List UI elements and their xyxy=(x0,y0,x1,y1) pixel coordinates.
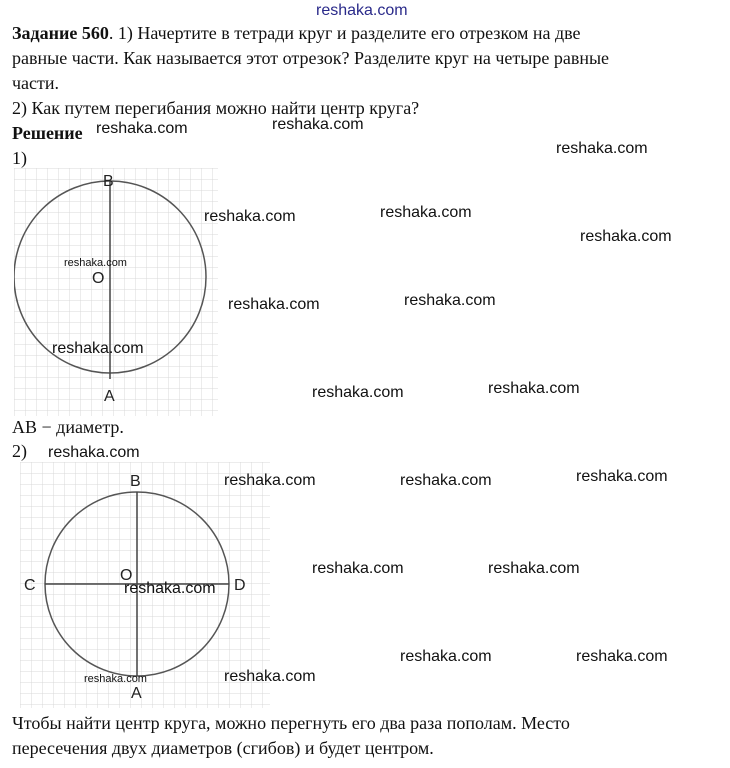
site-header-link[interactable]: reshaka.com xyxy=(316,2,408,19)
watermark: reshaka.com xyxy=(380,204,472,221)
task-line-2: равные части. Как называется этот отрезок? Разделите круг на четыре равные xyxy=(12,48,610,68)
point-a-label: A xyxy=(104,388,115,405)
point-a-label: A xyxy=(131,685,142,702)
part1-label: 1) xyxy=(12,148,27,168)
watermark: reshaka.com xyxy=(580,228,672,245)
watermark: reshaka.com xyxy=(556,140,648,157)
solution-heading: Решение xyxy=(12,123,83,143)
watermark: reshaka.com xyxy=(224,668,316,685)
watermark: reshaka.com xyxy=(400,648,492,665)
conclusion-line-1: Чтобы найти центр круга, можно перегнуть его два раза пополам. Место xyxy=(12,713,570,733)
watermark: reshaka.com xyxy=(312,384,404,401)
watermark: reshaka.com xyxy=(576,468,668,485)
watermark: reshaka.com xyxy=(48,444,140,461)
grid-background xyxy=(14,168,218,416)
watermark: reshaka.com xyxy=(272,116,364,133)
watermark: reshaka.com xyxy=(228,296,320,313)
conclusion-line-2: пересечения двух диаметров (сгибов) и будет центром. xyxy=(12,738,434,758)
point-o-label: O xyxy=(120,567,133,584)
watermark: reshaka.com xyxy=(312,560,404,577)
watermark: reshaka.com xyxy=(576,648,668,665)
watermark: reshaka.com xyxy=(400,472,492,489)
point-c-label: C xyxy=(24,577,36,594)
watermark: reshaka.com xyxy=(96,120,188,137)
task-number: Задание 560 xyxy=(12,23,109,43)
watermark: reshaka.com xyxy=(64,257,127,269)
part1-caption: AB − диаметр. xyxy=(12,417,124,437)
watermark: reshaka.com xyxy=(204,208,296,225)
watermark: reshaka.com xyxy=(224,472,316,489)
point-o-label: O xyxy=(92,270,105,287)
watermark: reshaka.com xyxy=(52,340,144,357)
task-line-4: 2) Как путем перегибания можно найти центр круга? xyxy=(12,98,420,118)
part2-label: 2) xyxy=(12,441,27,461)
point-b-label: B xyxy=(103,173,114,190)
watermark: reshaka.com xyxy=(404,292,496,309)
watermark: reshaka.com xyxy=(84,673,147,685)
point-b-label: B xyxy=(130,473,141,490)
watermark: reshaka.com xyxy=(488,380,580,397)
watermark: reshaka.com xyxy=(488,560,580,577)
point-d-label: D xyxy=(234,577,246,594)
watermark: reshaka.com xyxy=(124,580,216,597)
task-line-1 xyxy=(12,22,581,44)
figure-1-circle-diameter xyxy=(14,168,218,416)
task-line-3: части. xyxy=(12,73,60,93)
task-text-1: . 1) Начертите в тетради круг и разделите его отрезком на две xyxy=(108,23,581,43)
